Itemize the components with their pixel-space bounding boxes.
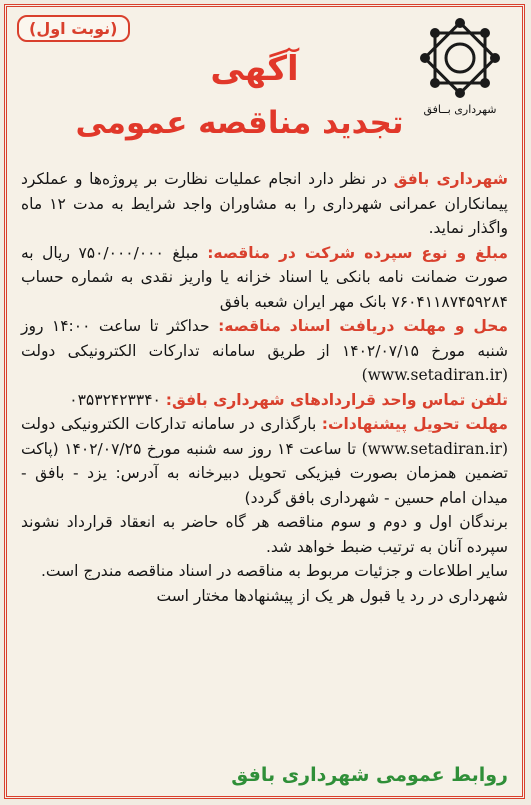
publication-badge: (نوبت اول) [17, 15, 130, 42]
documents-url: (www.setadiran.ir) [361, 366, 508, 384]
contact-label: تلفن تماس واحد قراردادهای شهرداری بافق: [165, 390, 508, 409]
note-winners: برندگان اول و دوم و سوم مناقصه هر گاه حاضر به انعقاد قرارداد نشوند سپرده آنان به ترتیب ضبط خواهد شد. [21, 513, 508, 556]
contact-paragraph [21, 388, 508, 413]
delivery-url: (www.setadiran.ir) [361, 439, 508, 458]
notice-subtitle: تجدید مناقصه عمومی [75, 105, 404, 141]
logo-caption: شهرداری بــافق [423, 103, 497, 116]
deposit-paragraph [21, 241, 508, 315]
intro-paragraph [21, 167, 508, 241]
notice-body [21, 167, 508, 608]
deposit-text: مبلغ ۷۵۰/۰۰۰/۰۰۰ ریال به صورت ضمانت نامه بانکی یا اسناد خزانه یا واریز نقدی به شماره حساب ۷۶۰۴۱۱۸۷۴۵۹۲۸۴ بانک مهر ایران شعبه بافق [21, 243, 508, 311]
octagram-logo-icon [417, 15, 503, 101]
public-relations-footer: روابط عمومی شهرداری بافق [231, 764, 508, 786]
notice-sheet [4, 4, 525, 799]
intro-text: در نظر دارد انجام عملیات نظارت بر پروژه‌ها و عملکرد پیمانکاران عمرانی شهرداری را به مشاوران واجد شرایط به مدت ۱۲ ماه واگذار نماید. [21, 170, 508, 237]
municipality-logo [410, 15, 510, 135]
delivery-label: مهلت تحویل پیشنهادات: [321, 415, 508, 433]
documents-label: محل و مهلت دریافت اسناد مناقصه: [218, 317, 508, 335]
notice-title: آگهی [210, 49, 299, 89]
note-rights: شهرداری در رد یا قبول هر یک از پیشنهادها مختار است [156, 586, 508, 605]
intro-highlight: شهرداری بافق [393, 170, 508, 188]
delivery-paragraph [21, 412, 508, 510]
contact-phone: ۰۳۵۳۲۴۲۳۳۴۰ [69, 390, 166, 409]
delivery-text-2: تا ساعت ۱۴ روز سه شنبه مورخ ۱۴۰۲/۰۷/۲۵ (پاکت تضمین همزمان بصورت فیزیکی تحویل دبیرخانه به آدرس: یزد - بافق - میدان امام حسین - شهرداری بافق گردد) [21, 439, 508, 507]
note-details: سایر اطلاعات و جزئیات مربوط به مناقصه در اسناد مناقصه مندرج است. [40, 562, 508, 580]
delivery-text-1: بارگذاری در سامانه تدارکات الکترونیکی دولت [21, 415, 322, 433]
deposit-label: مبلغ و نوع سپرده شرکت در مناقصه: [207, 243, 509, 262]
documents-paragraph [21, 314, 508, 388]
documents-text: حداکثر تا ساعت ۱۴:۰۰ روز شنبه مورخ ۱۴۰۲/۰۷/۱۵ از طریق سامانه تدارکات الکترونیکی دولت [21, 317, 508, 360]
